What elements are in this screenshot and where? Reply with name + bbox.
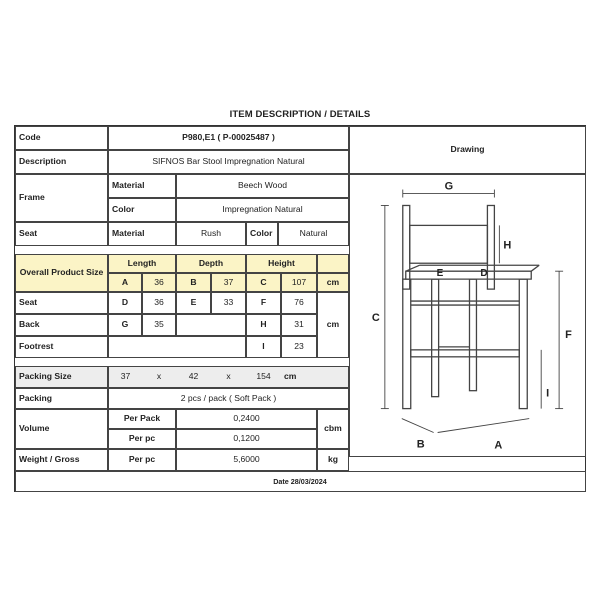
- packing-x2: x: [211, 366, 246, 388]
- value-e: 33: [211, 292, 246, 314]
- packing-value: 2 pcs / pack ( Soft Pack ): [108, 388, 349, 409]
- packing-width: 42: [176, 366, 211, 388]
- drawing-panel: [349, 174, 586, 457]
- weight-per-pc-label: Per pc: [108, 449, 176, 471]
- dimension-letter-g: G: [444, 180, 454, 193]
- rear-right-leg: [469, 279, 476, 391]
- value-d: 36: [142, 292, 176, 314]
- packing-length: 37: [108, 366, 142, 388]
- weight-per-pc-value: 5,6000: [176, 449, 317, 471]
- seat-color-label: Color: [246, 222, 278, 246]
- footrest: [411, 349, 520, 356]
- seat-dims-label: Seat: [15, 292, 108, 314]
- seat-material-value: Rush: [176, 222, 246, 246]
- letter-a: A: [108, 273, 142, 292]
- dimension-letter-i: I: [546, 387, 550, 400]
- letter-g: G: [108, 314, 142, 336]
- seat-material-label: Material: [108, 222, 176, 246]
- volume-label: Volume: [15, 409, 108, 449]
- value-i: 23: [281, 336, 317, 358]
- value-c: 107: [281, 273, 317, 292]
- letter-d: D: [108, 292, 142, 314]
- rear-left-leg: [432, 279, 439, 397]
- dimension-letter-b: B: [416, 437, 425, 450]
- letter-c: C: [246, 273, 281, 292]
- dimension-letter-f: F: [565, 328, 572, 341]
- back-depth-blank: [176, 314, 246, 336]
- frame-material-label: Material: [108, 174, 176, 198]
- sheet-title: ITEM DESCRIPTION / DETAILS: [229, 109, 371, 120]
- description-label: Description: [15, 150, 108, 174]
- back-dims-label: Back: [15, 314, 108, 336]
- packing-height: 154: [246, 366, 281, 388]
- front-right-leg: [519, 279, 527, 408]
- dims-unit: cm: [317, 292, 349, 358]
- volume-per-pack-value: 0,2400: [176, 409, 317, 429]
- drawing-label: Drawing: [349, 126, 586, 174]
- frame-material-value: Beech Wood: [176, 174, 349, 198]
- footrest-blank: [108, 336, 246, 358]
- depth-header: Depth: [176, 254, 246, 273]
- value-a: 36: [142, 273, 176, 292]
- length-header: Length: [108, 254, 176, 273]
- dimension-letter-a: A: [494, 438, 503, 451]
- overall-unit: cm: [317, 273, 349, 292]
- packing-unit: cm: [281, 366, 349, 388]
- value-h: 31: [281, 314, 317, 336]
- frame-color-value: Impregnation Natural: [176, 198, 349, 222]
- letter-f: F: [246, 292, 281, 314]
- weight-label: Weight / Gross: [15, 449, 108, 471]
- code-value: P980,E1 ( P-00025487 ): [108, 126, 349, 150]
- packing-x1: x: [142, 366, 176, 388]
- volume-per-pc-label: Per pc: [108, 429, 176, 449]
- description-value: SIFNOS Bar Stool Impregnation Natural: [108, 150, 349, 174]
- overall-size-label: Overall Product Size: [15, 254, 108, 292]
- value-f: 76: [281, 292, 317, 314]
- item-description-sheet: [14, 125, 586, 492]
- letter-b: B: [176, 273, 211, 292]
- letter-h: H: [246, 314, 281, 336]
- height-header: Height: [246, 254, 317, 273]
- volume-per-pack-label: Per Pack: [108, 409, 176, 429]
- packing-label: Packing: [15, 388, 108, 409]
- back-right-post: [487, 205, 494, 289]
- unit-header-blank: [317, 254, 349, 273]
- dimension-letter-e: E: [436, 267, 444, 279]
- document-date: Date 28/03/2024: [273, 477, 327, 486]
- footrest-dims-label: Footrest: [15, 336, 108, 358]
- value-g: 35: [142, 314, 176, 336]
- stool-seat: [406, 271, 531, 279]
- letter-i: I: [246, 336, 281, 358]
- code-label: Code: [15, 126, 108, 150]
- weight-unit: kg: [317, 449, 349, 471]
- seat-label: Seat: [15, 222, 108, 246]
- bar-stool-drawing: [350, 175, 585, 457]
- frame-color-label: Color: [108, 198, 176, 222]
- letter-e: E: [176, 292, 211, 314]
- packing-size-label: Packing Size: [15, 366, 108, 388]
- volume-unit: cbm: [317, 409, 349, 449]
- value-b: 37: [211, 273, 246, 292]
- dimension-letter-c: C: [371, 311, 380, 324]
- volume-per-pc-value: 0,1200: [176, 429, 317, 449]
- dimension-letter-d: D: [480, 267, 488, 279]
- dimension-letter-h: H: [503, 238, 512, 251]
- front-left-leg: [403, 279, 411, 408]
- frame-label: Frame: [15, 174, 108, 222]
- back-rest: [410, 225, 488, 263]
- seat-color-value: Natural: [278, 222, 349, 246]
